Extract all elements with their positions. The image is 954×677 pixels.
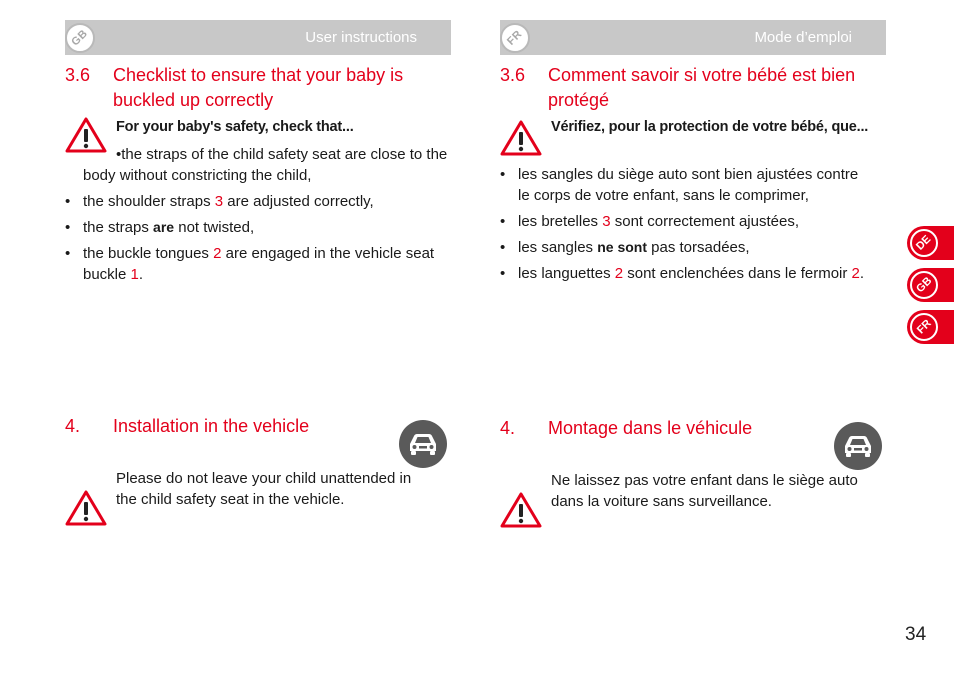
section-title-montage: 4. Montage dans le véhicule [500,418,753,438]
column-english [65,20,451,508]
section-title-checklist: 3.6 Checklist to ensure that your baby is buckled up correctly [65,65,404,110]
list-item: • les bretelles 3 sont correctement ajustées, [500,211,868,232]
header-label: Mode d’emploi [754,29,852,46]
checklist-bullets [65,191,451,290]
warning-lead-text: •the straps of the child safety seat are close to the body without constricting the child, [83,146,448,184]
header-bar-french [500,20,886,55]
page-number: 34 [905,624,927,645]
warning-unattended: Please do not leave your child unattended in the child safety seat in the vehicle. [65,468,436,526]
list-item: • les sangles ne sont pas torsadées, [500,237,868,258]
warning-icon [65,490,107,526]
column-french [500,20,886,510]
language-badge-gb: GB [65,23,95,53]
car-icon [834,422,882,470]
car-icon [399,420,447,468]
warning-icon [500,120,542,156]
warning-safety-check: For your baby's safety, check that... [65,117,452,153]
list-item: • les sangles du siège auto sont bien ajustées contre le corps de votre enfant, sans le comprimer, [500,164,868,206]
list-item: • les languettes 2 sont enclenchées dans le fermoir 2. [500,263,868,284]
section-title-verification: 3.6 Comment savoir si votre bébé est bien protégé [500,65,856,110]
side-tab-gb[interactable]: GB [907,268,954,302]
section-title-installation: 4. Installation in the vehicle [65,416,310,436]
warning-unattended-fr: Ne laissez pas votre enfant dans le siège auto dans la voiture sans surveillance. [500,470,891,528]
list-item: • the straps are not twisted, [65,217,451,238]
warning-safety-check-fr: Vérifiez, pour la protection de votre bébé, que... [500,117,885,156]
list-item: • the shoulder straps 3 are adjusted correctly, [65,191,451,212]
header-bar-english [65,20,451,55]
side-tab-fr[interactable]: FR [907,310,954,344]
verification-bullets [500,164,868,289]
language-badge-fr: FR [500,23,530,53]
warning-icon [500,492,542,528]
side-tab-de[interactable]: DE [907,226,954,260]
list-item: • the buckle tongues 2 are engaged in the vehicle seat buckle 1. [65,243,451,285]
header-label: User instructions [305,29,417,46]
